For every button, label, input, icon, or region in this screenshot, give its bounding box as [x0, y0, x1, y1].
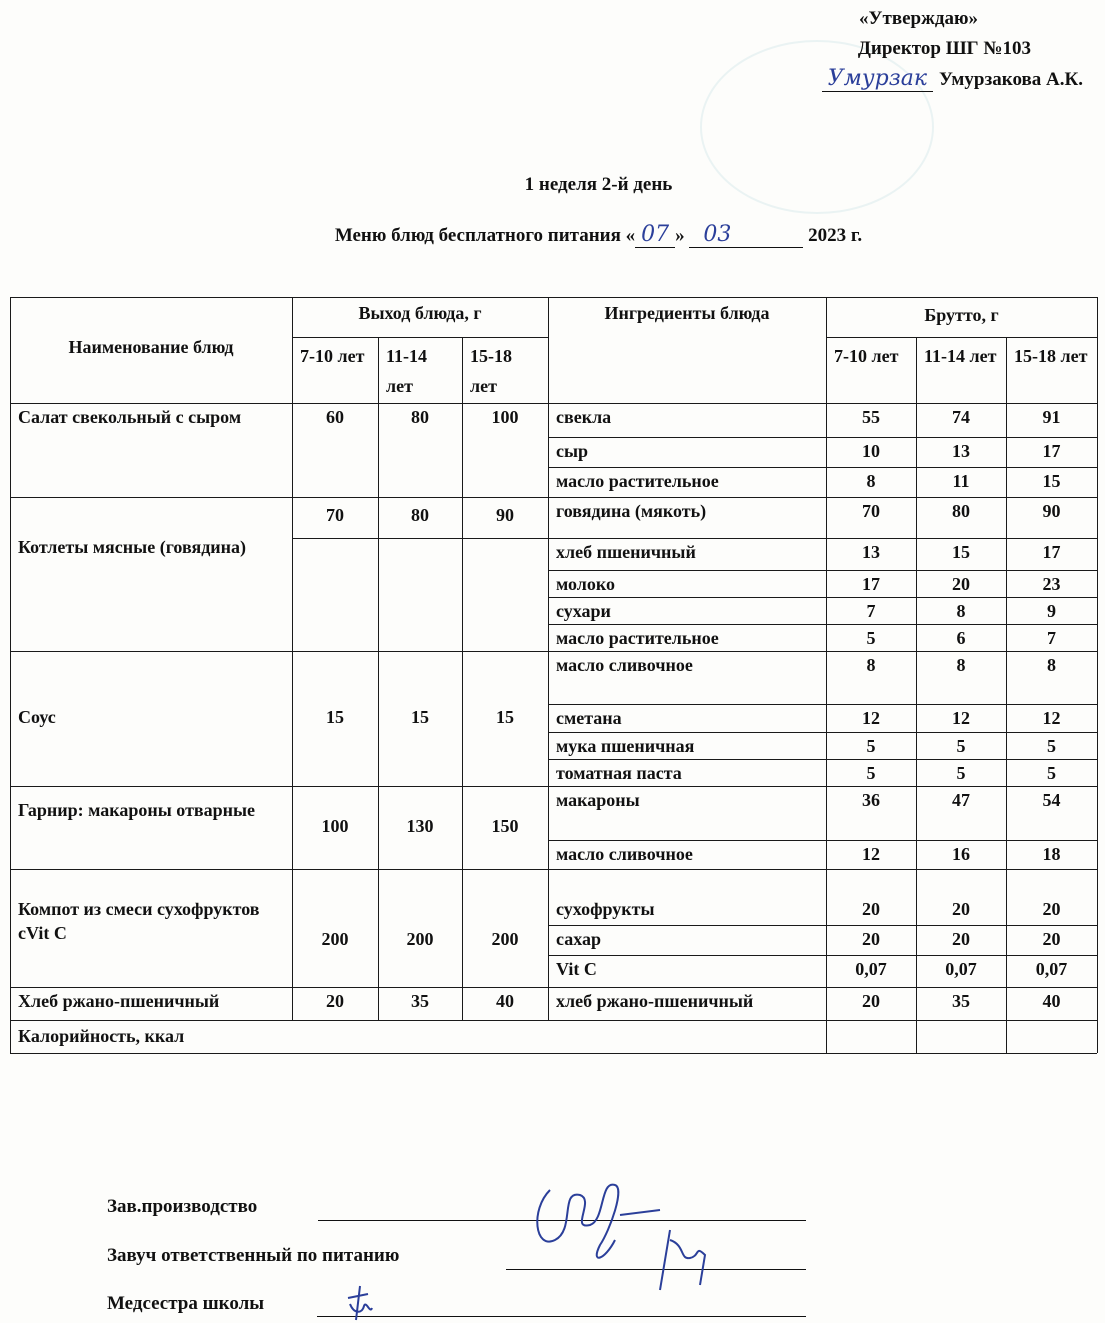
table-rule: [548, 1020, 1097, 1021]
table-rule: [548, 624, 1097, 625]
table-rule: [548, 732, 1097, 733]
dish-yield-value: 100: [491, 407, 519, 427]
approval-signer: Умурзакова А.К.: [939, 69, 1083, 90]
table-rule: [548, 597, 1097, 598]
nurse-signature: [342, 1284, 376, 1322]
ingredient-gross-value: 8: [956, 655, 966, 675]
ingredient-gross-value: 5: [866, 763, 876, 783]
ingredient-gross-value: 10: [862, 441, 880, 461]
dish-yield-value: 60: [326, 407, 344, 427]
signature-row: [107, 1196, 257, 1218]
ingredient-gross-value: 8: [866, 471, 876, 491]
ingredient-gross-value: 5: [956, 736, 966, 756]
ingredient-gross-value: 36: [862, 790, 880, 810]
approval-heading: «Утверждаю»: [859, 8, 978, 29]
ingredient-name: Vit C: [556, 959, 597, 979]
table-rule: [10, 403, 1097, 404]
dish-yield-value: 90: [496, 505, 514, 525]
table-rule: [292, 297, 293, 1020]
ingredient-gross-value: 5: [866, 628, 876, 648]
table-rule: [548, 955, 1097, 956]
table-rule: [10, 1053, 1097, 1054]
table-rule: [548, 651, 1097, 652]
ingredient-gross-value: 47: [952, 790, 970, 810]
ingredient-gross-value: 0,07: [1035, 959, 1068, 979]
signature-label: Медсестра школы: [107, 1293, 265, 1314]
header-yield-age: 11-14 лет: [386, 346, 428, 396]
ingredient-gross-value: 15: [952, 542, 970, 562]
approval-position: Директор ШГ №103: [857, 38, 1031, 59]
dish-name: Соус: [18, 706, 56, 727]
table-rule: [548, 987, 1097, 988]
ingredient-gross-value: 74: [952, 407, 970, 427]
table-rule: [10, 1020, 548, 1021]
table-rule: [10, 297, 1097, 298]
ingredient-name: сухофрукты: [556, 899, 655, 919]
ingredient-gross-value: 8: [956, 601, 966, 621]
ingredient-name: говядина (мякоть): [556, 501, 707, 521]
director-signature: Умурзак: [822, 66, 933, 92]
dish-yield-value: 15: [496, 706, 514, 727]
table-rule: [378, 337, 379, 1020]
ingredient-gross-value: 5: [1047, 736, 1056, 756]
ingredient-gross-value: 40: [1042, 991, 1061, 1011]
table-rule: [292, 538, 548, 539]
dish-yield-value: 80: [411, 505, 429, 525]
ingredient-gross-value: 20: [862, 991, 880, 1011]
table-rule: [10, 497, 548, 498]
ingredient-gross-value: 20: [952, 929, 970, 949]
signature-row: [107, 1245, 399, 1267]
dish-yield-value: 100: [321, 815, 349, 836]
header-gross-age: 11-14 лет: [924, 346, 997, 366]
signature-row: [107, 1293, 264, 1315]
ingredient-gross-value: 0,07: [945, 959, 977, 979]
ingredient-name: сухари: [556, 601, 611, 621]
ingredient-gross-value: 12: [862, 844, 880, 864]
date-day: 07: [635, 222, 675, 248]
table-rule: [548, 704, 1097, 705]
header-ingredients: Ингредиенты блюда: [604, 303, 770, 323]
ingredient-name: макароны: [556, 790, 640, 810]
dish-yield-value: 40: [496, 991, 514, 1011]
dish-yield-value: 200: [321, 929, 349, 949]
ingredient-gross-value: 9: [1047, 601, 1056, 621]
dish-yield-value: 150: [491, 815, 519, 836]
signature-label: Зав.производство: [107, 1196, 258, 1217]
dish-name: Гарнир: макароны отварные: [18, 800, 256, 820]
table-rule: [548, 759, 1097, 760]
dish-yield-value: 200: [406, 929, 434, 949]
ingredient-name: сахар: [556, 929, 601, 949]
date-month: 03: [689, 222, 803, 248]
header-yield-age: 7-10 лет: [300, 346, 365, 366]
table-rule: [462, 337, 463, 1020]
table-rule: [548, 570, 1097, 571]
table-rule: [548, 786, 1097, 787]
signature-label: Завуч ответственный по питанию: [107, 1245, 400, 1266]
ingredient-gross-value: 17: [862, 574, 880, 594]
production-head-signature: [520, 1170, 720, 1300]
ingredient-name: масло растительное: [556, 628, 719, 648]
ingredient-gross-value: 12: [862, 708, 880, 728]
table-rule: [292, 337, 548, 338]
menu-title-text: Меню блюд бесплатного питания «: [334, 225, 636, 246]
header-yield-age: 15-18 лет: [470, 346, 512, 396]
ingredient-name: свекла: [556, 407, 612, 427]
ingredient-gross-value: 80: [952, 501, 970, 521]
ingredient-gross-value: 17: [1042, 441, 1061, 461]
calories-value: [916, 1020, 1006, 1053]
ingredient-name: масло растительное: [556, 471, 719, 491]
ingredient-gross-value: 15: [1042, 471, 1061, 491]
calories-value: [1006, 1020, 1097, 1053]
ingredient-gross-value: 17: [1042, 542, 1061, 562]
ingredient-gross-value: 18: [1042, 844, 1061, 864]
table-rule: [10, 651, 548, 652]
ingredient-gross-value: 7: [866, 601, 876, 621]
table-rule: [916, 337, 917, 1053]
ingredient-gross-value: 35: [952, 991, 970, 1011]
ingredient-gross-value: 13: [952, 441, 970, 461]
ingredient-gross-value: 8: [866, 655, 876, 675]
table-rule: [10, 869, 548, 870]
ingredient-gross-value: 55: [862, 407, 880, 427]
ingredient-gross-value: 13: [862, 542, 880, 562]
ingredient-gross-value: 20: [952, 899, 970, 919]
ingredient-name: масло сливочное: [556, 844, 693, 864]
dish-name: Хлеб ржано-пшеничный: [18, 991, 220, 1011]
signature-line[interactable]: [317, 1316, 806, 1317]
table-rule: [548, 869, 1097, 870]
ingredient-gross-value: 8: [1047, 655, 1056, 675]
table-rule: [826, 297, 827, 1053]
header-dish-name: Наименование блюд: [68, 337, 234, 357]
page-subtitle: 1 неделя 2-й день: [524, 174, 673, 195]
table-rule: [548, 538, 1097, 539]
ingredient-gross-value: 20: [1042, 899, 1061, 919]
ingredient-gross-value: 16: [952, 844, 970, 864]
ingredient-gross-value: 91: [1042, 407, 1061, 427]
dish-name: Салат свекольный с сыром: [18, 407, 242, 427]
dish-yield-value: 35: [411, 991, 429, 1011]
dish-name: Компот из смеси сухофруктов cVit C: [18, 899, 260, 943]
calories-value: [826, 1020, 916, 1053]
calories-label: Калорийность, ккал: [18, 1026, 185, 1046]
dish-yield-value: 80: [411, 407, 429, 427]
table-rule: [1006, 337, 1007, 1053]
table-rule: [548, 297, 549, 1020]
ingredient-gross-value: 23: [1042, 574, 1061, 594]
ingredient-name: молоко: [556, 574, 616, 594]
ingredient-gross-value: 6: [956, 628, 966, 648]
ingredient-gross-value: 20: [862, 899, 880, 919]
ingredient-gross-value: 5: [1047, 763, 1056, 783]
ingredient-gross-value: 20: [1042, 929, 1061, 949]
ingredient-name: сыр: [556, 441, 589, 461]
ingredient-gross-value: 11: [952, 471, 970, 491]
ingredient-gross-value: 12: [952, 708, 970, 728]
ingredient-gross-value: 5: [866, 736, 876, 756]
dish-yield-value: 70: [326, 505, 344, 525]
table-rule: [10, 786, 548, 787]
dish-yield-value: 15: [326, 706, 344, 727]
dish-yield-value: 200: [491, 929, 519, 949]
dish-name: Котлеты мясные (говядина): [18, 537, 247, 557]
header-gross: Брутто, г: [924, 305, 999, 325]
ingredient-name: сметана: [556, 708, 622, 728]
table-rule: [548, 925, 1097, 926]
ingredient-gross-value: 70: [862, 501, 880, 521]
table-rule: [548, 497, 1097, 498]
ingredient-gross-value: 20: [952, 574, 970, 594]
ingredient-gross-value: 90: [1042, 501, 1061, 521]
table-rule: [1097, 297, 1098, 1053]
ingredient-gross-value: 7: [1047, 628, 1056, 648]
table-rule: [548, 437, 1097, 438]
table-rule: [548, 840, 1097, 841]
ingredient-name: масло сливочное: [556, 655, 693, 675]
table-rule: [826, 337, 1097, 338]
ingredient-name: мука пшеничная: [556, 736, 695, 756]
ingredient-gross-value: 54: [1042, 790, 1061, 810]
dish-yield-value: 130: [406, 815, 434, 836]
header-gross-age: 7-10 лет: [834, 346, 899, 366]
dish-yield-value: 20: [326, 991, 344, 1011]
dish-yield-value: 15: [411, 706, 429, 727]
table-rule: [548, 467, 1097, 468]
table-rule: [10, 987, 548, 988]
ingredient-gross-value: 5: [956, 763, 966, 783]
header-gross-age: 15-18 лет: [1014, 346, 1088, 366]
quote-close: »: [675, 225, 685, 246]
ingredient-gross-value: 0,07: [855, 959, 887, 979]
ingredient-name: томатная паста: [556, 763, 682, 783]
ingredient-name: хлеб ржано-пшеничный: [556, 991, 754, 1011]
header-yield: Выход блюда, г: [358, 303, 482, 323]
ingredient-name: хлеб пшеничный: [556, 542, 696, 562]
table-rule: [10, 297, 11, 1053]
date-year: 2023 г.: [808, 225, 863, 246]
ingredient-gross-value: 20: [862, 929, 880, 949]
ingredient-gross-value: 12: [1042, 708, 1061, 728]
